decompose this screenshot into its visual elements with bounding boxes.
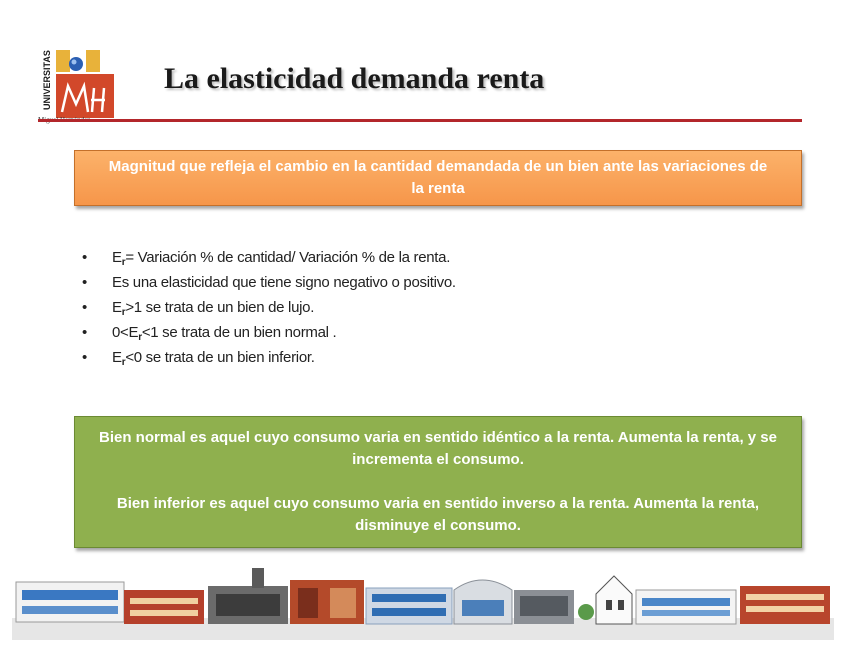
bullet-icon: •: [82, 274, 87, 291]
inferior-good-text: Bien inferior es aquel cuyo consumo varia en sentido inverso a la renta. Aumenta la renta, disminuye el consumo.: [116, 495, 760, 534]
list-item: • $E_r>1$ se trata de un bien de lujo.: [82, 295, 782, 320]
bullet-icon: •: [82, 249, 87, 266]
university-logo: [38, 48, 118, 124]
list-item: • $E_r<0$ se trata de un bien inferior.: [82, 345, 782, 370]
definition-text: Magnitud que refleja el cambio en la cantidad demandada de un bien ante las variaciones de la renta: [108, 158, 768, 197]
bullet-icon: •: [82, 299, 87, 316]
definition-box: [74, 150, 802, 206]
explanation-box: [74, 416, 802, 548]
slide-title: La elasticidad demanda renta: [164, 62, 545, 95]
campus-buildings-illustration: [12, 560, 834, 640]
list-item: • $0<E_r<1$ se trata de un bien normal .: [82, 320, 782, 345]
bullet-icon: •: [82, 324, 87, 341]
title-divider: [38, 119, 802, 122]
bullet-list: [82, 245, 782, 370]
bullet-icon: •: [82, 349, 87, 366]
list-item: • Es una elasticidad que tiene signo negativo o positivo.: [82, 270, 782, 295]
svg-text:UNIVERSITAS: UNIVERSITAS: [42, 50, 52, 110]
normal-good-text: Bien normal es aquel cuyo consumo varia en sentido idéntico a la renta. Aumenta la renta, y se incrementa el consumo.: [99, 429, 777, 468]
list-item: • $E_r=$ Variación % de cantidad/ Variación % de la renta.: [82, 245, 782, 270]
